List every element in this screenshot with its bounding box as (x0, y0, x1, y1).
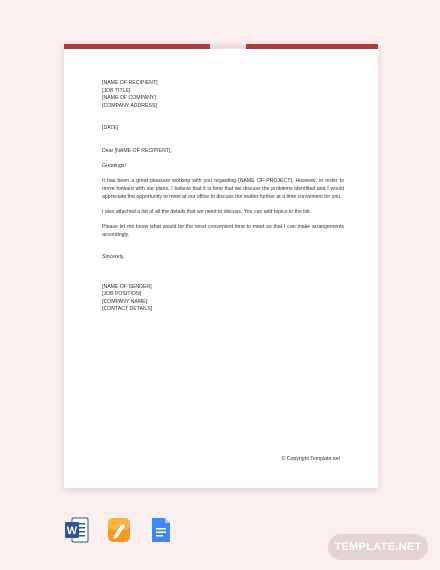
recipient-address: [COMPANY ADDRESS] (102, 102, 157, 109)
sender-company: [COMPANY NAME] (102, 298, 148, 305)
sender-position: [JOB POSITION] (102, 291, 142, 298)
letter-date: [DATE] (102, 125, 119, 132)
sender-name: [NAME OF SENDER] (102, 283, 152, 290)
recipient-name: [NAME OF RECIPIENT] (102, 80, 158, 86)
sender-contact: [CONTACT DETAILS] (102, 306, 153, 313)
template-net-logo[interactable]: TEMPLATE.NET (328, 534, 428, 560)
copyright-text: © Copyright Template.net (281, 456, 340, 462)
sender-block (102, 284, 344, 314)
app-format-icons (64, 516, 174, 544)
header-bar (64, 44, 378, 49)
google-docs-icon[interactable] (148, 516, 174, 544)
paragraph-2: I also attached a list of all the details that we need to discuss. You can add topics to the list. (102, 208, 312, 215)
paragraph-1: It has been a great pleasure working with you regarding [NAME OF PROJECT]. However, in order to move forward with our plans, I believe that it is time that we discuss the problems identified and I would appreciate the opportunity to meet at our office to discuss the matter further at a time convenient for you. (102, 178, 344, 200)
recipient-block (102, 80, 344, 110)
closing: Sincerely, (102, 254, 125, 261)
salutation: Dear [NAME OF RECIPIENT], (102, 147, 172, 154)
pages-icon[interactable] (106, 516, 132, 544)
recipient-company: [NAME OF COMPANY] (102, 95, 156, 102)
svg-text:W: W (66, 525, 78, 537)
letter-body (102, 80, 344, 322)
header-notch (210, 44, 246, 49)
recipient-job-title: [JOB TITLE] (102, 87, 131, 94)
document-page (64, 44, 378, 488)
greeting: Greetings! (102, 163, 126, 170)
word-icon[interactable] (64, 516, 90, 544)
paragraph-3: Please let me know what would be the most convenient time to meet so that I can make arrangements accordingly. (102, 223, 344, 238)
